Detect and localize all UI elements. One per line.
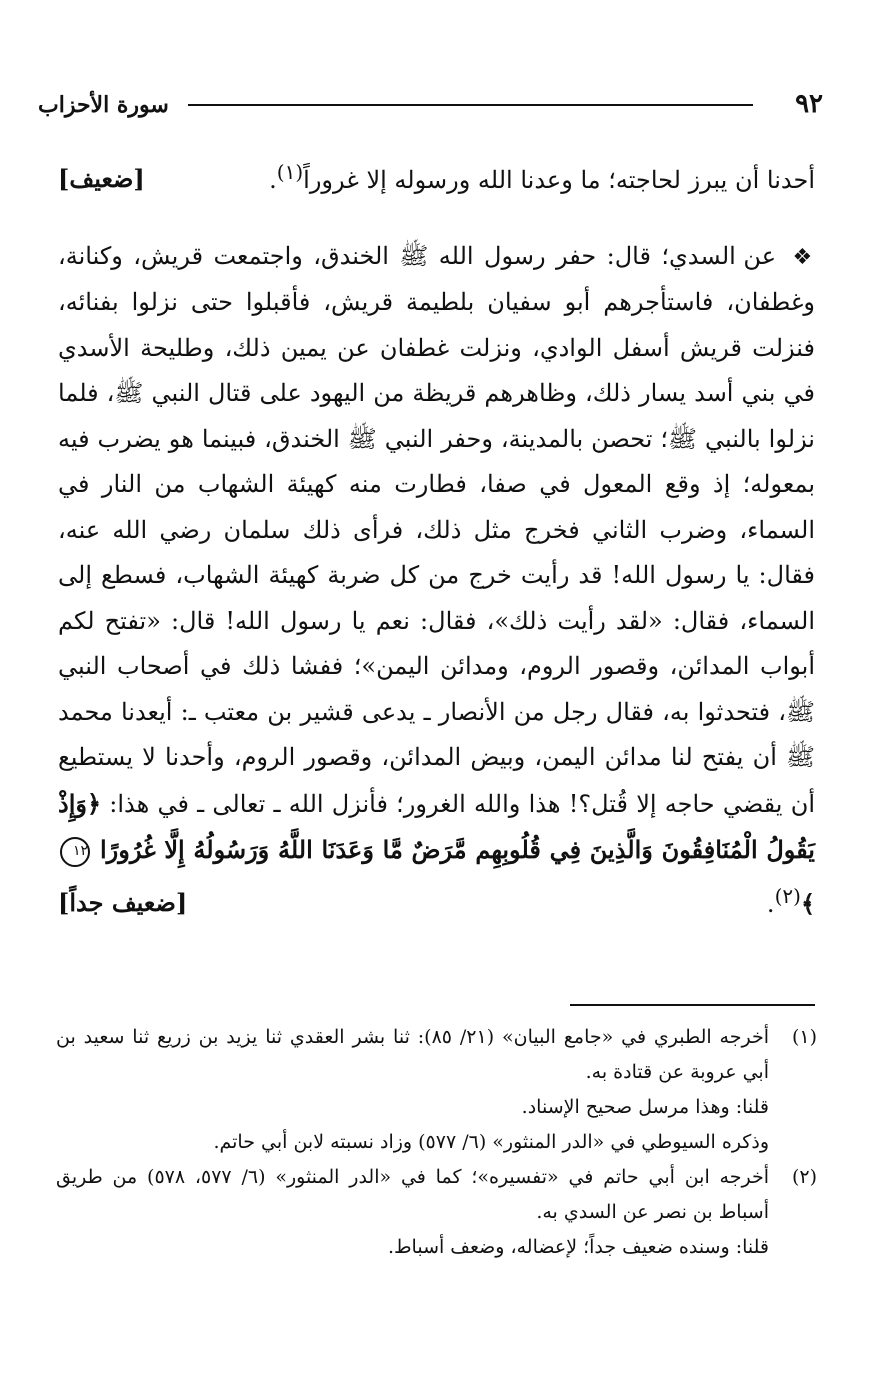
paragraph-text: أحدنا أن يبرز لحاجته؛ ما وعدنا الله ورسوله إلا غروراً: [303, 166, 815, 194]
paragraph-1: [58, 150, 815, 204]
footnote-number: (١): [791, 1026, 817, 1048]
paragraph-end: .: [269, 166, 277, 194]
grade-label: [ضعيف جداً]: [58, 887, 188, 917]
footnote-line: وذكره السيوطي في «الدر المنثور» (٦/ ٥٧٧) وزاد نسبته لابن أبي حاتم.: [213, 1131, 769, 1153]
quran-close-bracket: ﴾: [800, 888, 815, 918]
footnotes: [56, 1020, 817, 1265]
page-number: ٩٢: [795, 89, 823, 119]
footnote-ref: (١): [276, 160, 304, 184]
surah-name: سورة الأحزاب: [38, 92, 169, 118]
header-rule: [188, 104, 753, 106]
footnote-line: أخرجه الطبري في «جامع البيان» (٢١/ ٨٥): ثنا بشر العقدي ثنا يزيد بن زريع ثنا سعيد بن أبي عروبة عن قتادة به.: [56, 1026, 769, 1083]
footnote-separator: [570, 1004, 815, 1006]
footnote-2: [56, 1160, 817, 1230]
footnote-1: [56, 1020, 817, 1090]
paragraph-text: عن السدي؛ قال: حفر رسول الله ﷺ الخندق، واجتمعت قريش، وكنانة، وغطفان، فاستأجرهم أبو سفيان بلطيمة قريش، فأقبلوا حتى نزلوا بفنائه، فنزلت قريش أسفل الوادي، ونزلت غطفان عن يمين ذلك، وطليحة الأسدي في بني أسد يسار ذلك، وظاهرهم قريظة من اليهود على قتال النبي ﷺ، فلما نزلوا بالنبي ﷺ؛ تحصن بالمدينة، وحفر النبي ﷺ الخندق، فبينما هو يضرب فيه بمعوله؛ إذ وقع المعول في صفا، فطارت منه كهيئة الشهاب من النار في السماء، وضرب الثاني فخرج مثل ذلك، فرأى ذلك سلمان رضي الله عنه، فقال: يا رسول الله! قد رأيت خرج من كل ضربة كهيئة الشهاب، فسطع إلى السماء، فقال: «لقد رأيت ذلك»، فقال: نعم يا رسول الله! قال: «تفتح لكم أبواب المدائن، وقصور الروم، ومدائن اليمن»؛ ففشا ذلك في أصحاب النبي ﷺ، فتحدثوا به، فقال رجل من الأنصار ـ يدعى قشير بن معتب ـ: أيعدنا محمد ﷺ أن يفتح لنا مدائن اليمن، وبيض المدائن، وقصور الروم، وأحدنا لا يستطيع أن يقضي حاجه إلا قُتل؟! هذا والله الغرور؛ فأنزل الله ـ تعالى ـ في هذا:: [58, 241, 815, 818]
paragraph-2: [58, 234, 815, 928]
main-text: [58, 150, 815, 927]
paragraph-end: .: [766, 889, 775, 918]
footnote-number: (٢): [791, 1166, 817, 1188]
grade-label: [ضعيف]: [58, 164, 145, 193]
page-header: [38, 88, 823, 124]
bullet-icon: ❖: [792, 244, 815, 270]
footnote-ref: (٢): [774, 883, 801, 908]
quran-verse: ﴿وَإِذْ يَقُولُ الْمُنَافِقُونَ وَالَّذِينَ فِي قُلُوبِهِم مَّرَضٌ مَّا وَعَدَنَا اللَّهُ وَرَسُولُهُ إِلَّا غُرُورًا: [58, 788, 815, 864]
footnote-line: قلنا: وسنده ضعيف جداً؛ لإعضاله، وضعف أسباط.: [387, 1236, 769, 1258]
ayah-number-icon: ١٢: [60, 837, 90, 867]
footnote-line: أخرجه ابن أبي حاتم في «تفسيره»؛ كما في «الدر المنثور» (٦/ ٥٧٧، ٥٧٨) من طريق أسباط بن نصر عن السدي به.: [56, 1166, 769, 1223]
footnote-line: قلنا: وهذا مرسل صحيح الإسناد.: [521, 1096, 769, 1118]
